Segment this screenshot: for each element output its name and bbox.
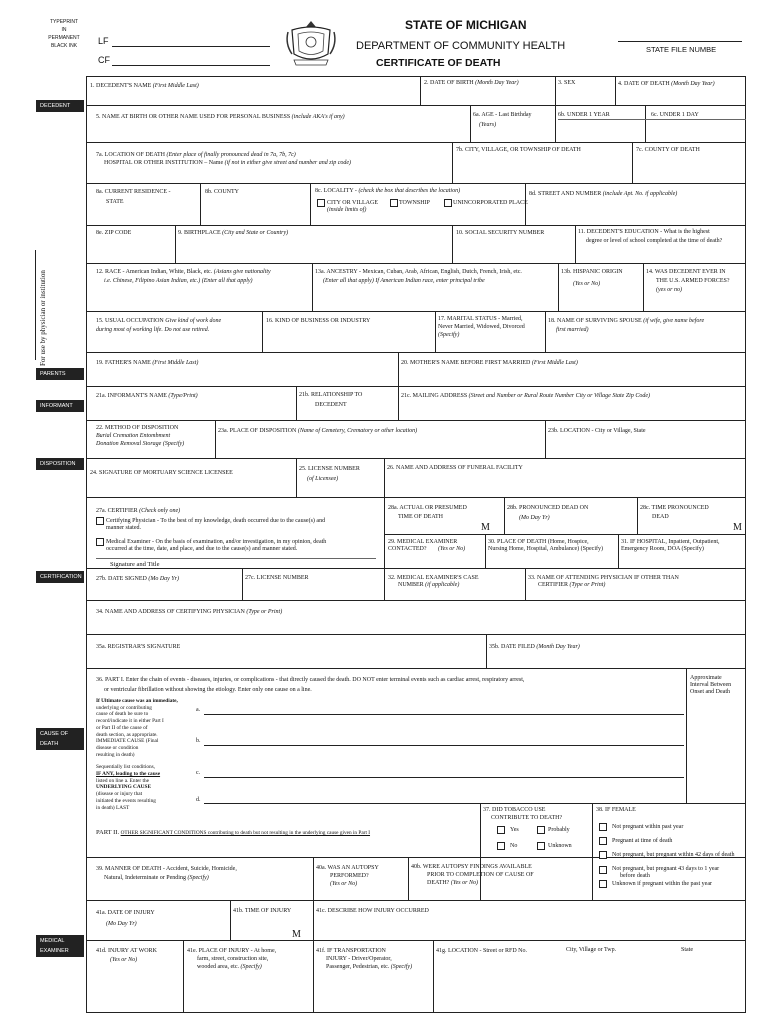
field-41d-injury-at-work[interactable]: 41d. INJURY AT WORK (Yes or No)	[96, 948, 157, 963]
cf-line	[112, 65, 270, 66]
label-parents: PARENTS	[36, 368, 84, 380]
cf-label: CF	[98, 55, 110, 65]
lf-line	[112, 46, 270, 47]
field-41e-place-of-injury[interactable]: 41e. PLACE OF INJURY - At home, farm, street, construction site, wooded area, etc. (Specify)	[187, 948, 277, 970]
field-41g-location[interactable]: 41g. LOCATION - Street or RFD No.	[436, 948, 527, 954]
field-5-name-at-birth[interactable]: 5. NAME AT BIRTH OR OTHER NAME USED FOR PERSONAL BUSINESS (include AKA's if any)	[96, 114, 345, 120]
field-6c-under-1-day[interactable]: 6c. UNDER 1 DAY	[651, 112, 699, 118]
cause-line-b-label: b.	[196, 738, 201, 744]
field-36-part-1-instructions: 36. PART I. Enter the chain of events - diseases, injuries, or complications - that directly caused the death. DO NOT enter terminal events such as cardiac arrest, respiratory arrest, or ventricular fibrillation without showing the etiology. Enter only one cause on a line.	[96, 677, 525, 693]
tobacco-no-label: No	[510, 843, 518, 849]
field-8a-residence-state[interactable]: 8a. CURRENT RESIDENCE - STATE	[96, 189, 171, 205]
field-41f-transportation[interactable]: 41f. IF TRANSPORTATION INJURY - Driver/Operator, Passenger, Pedestrian, etc. (Specify)	[316, 948, 413, 970]
department-title: DEPARTMENT OF COMMUNITY HEALTH	[356, 40, 566, 52]
field-27a-certifier[interactable]: 27a. CERTIFIER (Check only one)	[96, 508, 181, 514]
field-6a-age[interactable]: 6a. AGE - Last Birthday (Years)	[473, 112, 532, 128]
field-21c-mailing-address[interactable]: 21c. MAILING ADDRESS (Street and Number or Rural Route Number City or Village State Zip Code)	[401, 393, 650, 399]
tobacco-probably-label: Probably	[548, 827, 570, 833]
field-39-manner-of-death[interactable]: 39. MANNER OF DEATH - Accident, Suicide, Homicide, Natural, Indeterminate or Pending (Specify)	[96, 866, 237, 881]
field-40b-autopsy-findings[interactable]: 40b. WERE AUTOPSY FINDINGS AVAILABLE PRIOR TO COMPLETION OF CAUSE OF DEATH? (Yes or No)	[411, 864, 534, 886]
medical-examiner-label: Medical Examiner - On the basis of examination, and/or investigation, in my opinion, death occurred at the time, date, and place, and due to the cause(s) and manner stated.	[106, 539, 327, 552]
field-37-tobacco: 37. DID TOBACCO USE CONTRIBUTE TO DEATH?	[483, 807, 563, 821]
state-title: STATE OF MICHIGAN	[405, 18, 527, 32]
field-15-occupation[interactable]: 15. USUAL OCCUPATION Give kind of work done during most of working life. Do not use retired.	[96, 318, 222, 333]
field-21b-relationship[interactable]: 21b. RELATIONSHIP TO DECEDENT	[299, 392, 363, 408]
checkbox-township[interactable]	[390, 199, 398, 207]
field-29-me-contacted[interactable]: 29. MEDICAL EXAMINER CONTACTED? (Yes or No)	[388, 539, 466, 552]
checkbox-tobacco-unknown[interactable]	[537, 842, 545, 850]
checkbox-female-43-days[interactable]	[599, 866, 607, 874]
cause-line-d-label: d.	[196, 797, 201, 803]
female-option-2: Pregnant at time of death	[612, 838, 673, 844]
checkbox-unincorporated[interactable]	[444, 199, 452, 207]
field-35b-date-filed[interactable]: 35b. DATE FILED (Month Day Year)	[489, 644, 580, 650]
label-certification: CERTIFICATION	[36, 571, 84, 583]
label-cause-of-death: CAUSE OF DEATH	[36, 728, 84, 750]
checkbox-certifying-physician[interactable]	[96, 517, 104, 525]
certifying-physician-label: Certifying Physician - To the best of my knowledge, death occurred due to the cause(s) and manner stated.	[106, 518, 326, 531]
field-16-business[interactable]: 16. KIND OF BUSINESS OR INDUSTRY	[266, 318, 371, 324]
field-40a-autopsy[interactable]: 40a. WAS AN AUTOPSY PERFORMED? (Yes or No)	[316, 865, 379, 887]
checkbox-female-not-pregnant[interactable]	[599, 823, 607, 831]
lf-label: LF	[98, 36, 109, 46]
side-physician-note: For use by physician or institution	[39, 270, 47, 366]
township-label: TOWNSHIP	[399, 200, 430, 206]
signature-line	[96, 558, 376, 559]
female-option-1: Not pregnant within past year	[612, 824, 684, 830]
field-24-mortuary-signature[interactable]: 24. SIGNATURE OF MORTUARY SCIENCE LICENSEE	[90, 470, 233, 476]
side-divider	[35, 250, 36, 360]
approx-interval-label: Approximate Interval Between Onset and Death	[690, 675, 732, 695]
state-seal-icon	[282, 18, 340, 68]
field-10-ssn[interactable]: 10. SOCIAL SECURITY NUMBER	[456, 230, 545, 236]
female-option-3: Not pregnant, but pregnant within 42 days of death	[612, 852, 735, 858]
field-41a-date-of-injury[interactable]: 41a. DATE OF INJURY (Mo Day Yr)	[96, 910, 155, 927]
city-village-label: CITY OR VILLAGE (inside limits of)	[327, 200, 378, 213]
unincorporated-label: UNINCORPORATED PLACE	[453, 200, 528, 206]
checkbox-city-village[interactable]	[317, 199, 325, 207]
field-41b-time-of-injury[interactable]: 41b. TIME OF INJURY	[233, 908, 292, 914]
field-18-spouse[interactable]: 18. NAME OF SURVIVING SPOUSE (if wife, give name before first married)	[548, 318, 705, 333]
label-medical-examiner: MEDICAL EXAMINER	[36, 935, 84, 957]
label-informant: INFORMANT	[36, 400, 84, 412]
field-13b-hispanic-origin[interactable]: 13b. HISPANIC ORIGIN (Yes or No)	[561, 269, 623, 287]
state-file-label: STATE FILE NUMBE	[646, 45, 717, 54]
field-7c-county[interactable]: 7c. COUNTY OF DEATH	[636, 147, 700, 153]
field-2-date-of-birth[interactable]: 2. DATE OF BIRTH (Month Day Year)	[424, 80, 519, 86]
field-28c-time-pronounced[interactable]: 28c. TIME PRONOUNCED DEAD	[640, 505, 709, 520]
typeprint-note: TYPEPRINT IN PERMANENT BLACK INK	[48, 19, 80, 49]
checkbox-tobacco-probably[interactable]	[537, 826, 545, 834]
field-35a-registrar-signature[interactable]: 35a. REGISTRAR'S SIGNATURE	[96, 644, 181, 650]
field-7a-hospital[interactable]: HOSPITAL OR OTHER INSTITUTION – Name (if not in either give street and number and zip code)	[104, 160, 352, 166]
field-17-marital-status[interactable]: 17. MARITAL STATUS - Married, Never Married, Widowed, Divorced (Specify)	[438, 316, 525, 338]
cause-line-c-label: c.	[196, 770, 201, 776]
cause-line-a-label: a.	[196, 707, 201, 713]
part-2-conditions[interactable]: PART II. OTHER SIGNIFICANT CONDITIONS contributing to death but not resulting in the underlying cause given in Part I	[96, 829, 371, 836]
time-pronounced-meridian: M	[733, 522, 742, 533]
state-file-line	[618, 41, 742, 42]
checkbox-female-42-days[interactable]	[599, 851, 607, 859]
field-13a-ancestry[interactable]: 13a. ANCESTRY - Mexican, Cuban, Arab, African, English, Dutch, French, Irish, etc. (Enter all that apply) If American Indian race, enter principal tribe	[315, 269, 522, 284]
label-disposition: DISPOSITION	[36, 458, 84, 470]
signature-title-label: Signature and Title	[110, 561, 160, 568]
field-12-race[interactable]: 12. RACE - American Indian, White, Black, etc. (Asians give nationality i.e. Chinese, Filipino Asian Indian, etc.) (Enter all that apply)	[96, 269, 271, 284]
location-city-label: City, Village or Twp.	[566, 947, 617, 953]
field-38-if-female: 38. IF FEMALE	[596, 807, 636, 813]
location-state-label: State	[681, 947, 693, 953]
field-19-father[interactable]: 19. FATHER'S NAME (First Middle Last)	[96, 360, 199, 366]
field-3-sex[interactable]: 3. SEX	[558, 80, 576, 86]
field-7a-location-of-death[interactable]: 7a. LOCATION OF DEATH (Enter place of finally pronounced dead in 7a, 7b, 7c)	[96, 152, 296, 158]
field-9-birthplace[interactable]: 9. BIRTHPLACE (City and State or Country)	[178, 230, 289, 236]
field-14-armed-forces[interactable]: 14. WAS DECEDENT EVER IN THE U.S. ARMED FORCES? (yes or no)	[646, 269, 730, 293]
field-8e-zip[interactable]: 8e. ZIP CODE	[96, 230, 132, 236]
field-32-me-case-number[interactable]: 32. MEDICAL EXAMINER'S CASE NUMBER (if applicable)	[388, 575, 479, 588]
label-decedent: DECEDENT	[36, 100, 84, 112]
field-28b-pronounced-dead[interactable]: 28b. PRONOUNCED DEAD ON (Mo Day Yr)	[507, 505, 589, 521]
checkbox-female-unknown[interactable]	[599, 880, 607, 888]
field-8b-county[interactable]: 8b. COUNTY	[205, 189, 239, 195]
cause-line-a[interactable]	[204, 714, 684, 715]
field-25-license-number[interactable]: 25. LICENSE NUMBER (of Licensee)	[299, 466, 360, 482]
field-34-certifying-physician-address[interactable]: 34. NAME AND ADDRESS OF CERTIFYING PHYSICIAN (Type or Print)	[96, 609, 283, 615]
field-27c-license-number[interactable]: 27c. LICENSE NUMBER	[245, 575, 309, 581]
cause-line-d[interactable]	[204, 803, 746, 804]
checkbox-female-pregnant[interactable]	[599, 837, 607, 845]
field-4-date-of-death[interactable]: 4. DATE OF DEATH (Month Day Year)	[618, 81, 715, 87]
field-11-education[interactable]: 11. DECEDENT'S EDUCATION - What is the highest degree or level of school completed at the time of death?	[578, 229, 723, 244]
field-27b-date-signed[interactable]: 27b. DATE SIGNED (Mo Day Yr)	[96, 576, 180, 582]
cause-instructions: If Ultimate cause was an immediate, underlying or contributing cause of death be sure to record/indicate it in either Part I or Part II of the cause of death section, as appropriate. IMMEDIATE CAUSE (Final disease or condition resulting in death) Sequentially list conditions, IF ANY, leading to the cause listed on line a. Enter the UNDERLYING CAUSE (disease or injury that initiated the events resulting in death) LAST	[96, 698, 178, 811]
time-of-injury-meridian: M	[292, 929, 301, 940]
field-26-funeral-facility[interactable]: 26. NAME AND ADDRESS OF FUNERAL FACILITY	[387, 465, 523, 471]
field-33-attending-physician[interactable]: 33. NAME OF ATTENDING PHYSICIAN IF OTHER THAN CERTIFIER (Type or Print)	[528, 575, 679, 588]
field-21a-informant[interactable]: 21a. INFORMANT'S NAME (Type/Print)	[96, 393, 198, 399]
field-22-method-disposition[interactable]: 22. METHOD OF DISPOSITION Burial Cremation Entombment Donation Removal Storage (Specify)	[96, 425, 185, 447]
certificate-title: CERTIFICATE OF DEATH	[376, 57, 501, 69]
field-20-mother[interactable]: 20. MOTHER'S NAME BEFORE FIRST MARRIED (First Middle Last)	[401, 360, 578, 366]
checkbox-tobacco-yes[interactable]	[497, 826, 505, 834]
field-30-place-of-death[interactable]: 30. PLACE OF DEATH (Home, Hospice, Nursing Home, Hospital, Ambulance) (Specify)	[488, 539, 603, 552]
time-of-death-meridian: M	[481, 522, 490, 533]
field-8c-locality[interactable]: 8c. LOCALITY - (check the box that describes the location)	[315, 188, 461, 194]
female-option-5: Unknown if pregnant within the past year	[612, 881, 712, 887]
field-31-if-hospital[interactable]: 31. IF HOSPITAL, Inpatient, Outpatient, Emergency Room, DOA (Specify)	[621, 539, 720, 552]
checkbox-tobacco-no[interactable]	[497, 842, 505, 850]
field-1-decedent-name[interactable]: 1. DECEDENT'S NAME (First Middle Last)	[90, 83, 199, 89]
checkbox-medical-examiner[interactable]	[96, 538, 104, 546]
cause-line-c[interactable]	[204, 777, 684, 778]
tobacco-yes-label: Yes	[510, 827, 519, 833]
field-23b-location[interactable]: 23b. LOCATION - City or Village, State	[548, 428, 646, 434]
cause-line-b[interactable]	[204, 745, 684, 746]
tobacco-unknown-label: Unknown	[548, 843, 572, 849]
field-8d-street[interactable]: 8d. STREET AND NUMBER (include Apt. No. if applicable)	[529, 191, 678, 197]
field-28a-time-of-death[interactable]: 28a. ACTUAL OR PRESUMED TIME OF DEATH	[388, 505, 467, 520]
field-23a-place-disposition[interactable]: 23a. PLACE OF DISPOSITION (Name of Cemetery, Crematory or other location)	[218, 428, 418, 434]
female-option-4: Not pregnant, but pregnant 43 days to 1 year before death	[612, 866, 720, 879]
field-7b-city[interactable]: 7b. CITY, VILLAGE, OR TOWNSHIP OF DEATH	[456, 147, 581, 153]
field-41c-describe-injury[interactable]: 41c. DESCRIBE HOW INJURY OCCURRED	[316, 908, 429, 914]
field-6b-under-1-year[interactable]: 6b. UNDER 1 YEAR	[558, 112, 610, 118]
